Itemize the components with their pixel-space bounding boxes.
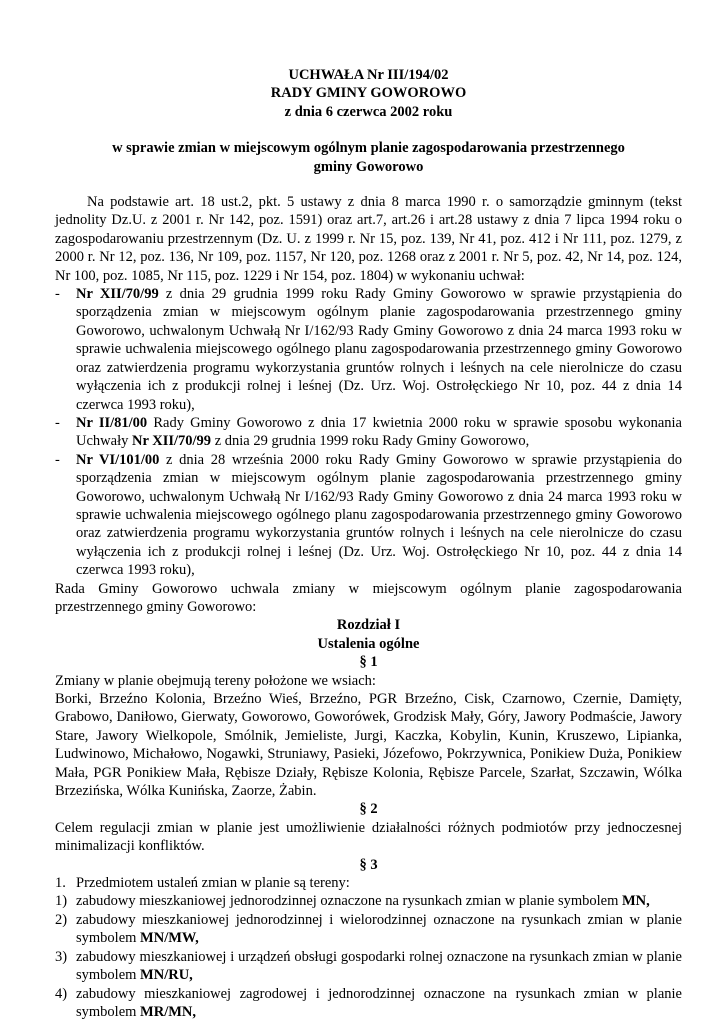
- section-2-heading: § 2: [359, 801, 378, 818]
- resolution-text-continued: z dnia 29 grudnia 1999 roku Rady Gminy Goworowo,: [211, 433, 530, 450]
- section-1-intro: Zmiany w planie obejmują tereny położone we wsiach:: [55, 672, 376, 689]
- land-use-item: [55, 892, 682, 910]
- section-1-heading: § 1: [359, 654, 378, 671]
- resolution-text: z dnia 29 grudnia 1999 roku Rady Gminy Goworowo w sprawie przystąpienia do sporządzenia zmian w miejscowym ogólnym planie zagospodarowania przestrzennego gminy Goworowo, uchwalonym Uchwałą Nr I/162/93 Rady Gminy Goworowo z dnia 24 marca 1993 roku w sprawie uchwalenia miejscowego ogólnego planu zagospodarowania przestrzennego gminy Goworowo oraz zatwierdzenia programu wykorzystania gruntów rolnych i leśnych na cele nierolnicze do czasu wyłączenia ich z produkcji rolnej i leśnej (Dz. Urz. Woj. Ostrołęckiego Nr 10, poz. 44 z dnia 14 czerwca 1993 roku),: [76, 286, 683, 413]
- list-marker: 4): [55, 985, 68, 1002]
- list-marker: -: [55, 451, 60, 468]
- village-list: Borki, Brzeźno Kolonia, Brzeźno Wieś, Brzeźno, PGR Brzeźno, Cisk, Czarnowo, Czernie, Damięty, Grabowo, Daniłowo, Gierwaty, Goworowo, Goworówek, Grodzisk Mały, Góry, Jawory Podmaście, Jawory Stare, Jawory Wielkopole, Smólnik, Jemieliste, Jurgi, Kaczka, Kobylin, Kunin, Kruszewo, Lipianka, Ludwinowo, Michałowo, Nogawki, Struniawy, Pasieki, Józefowo, Pokrzywnica, Ponikiew Duża, Ponikiew Mała, PGR Ponikiew Mała, Rębisze Działy, Rębisze Kolonia, Rębisze Parcele, Szarłat, Szczawin, Wólka Brzezińska, Wólka Kunińska, Zaorze, Żabin.: [55, 691, 682, 800]
- resolution-item: [55, 451, 682, 580]
- resolution-item: [55, 285, 682, 414]
- council-name: RADY GMINY GOWOROWO: [270, 85, 467, 102]
- land-use-item: [55, 911, 682, 948]
- list-marker: 3): [55, 948, 68, 965]
- land-use-symbol: MR/MN,: [140, 1003, 197, 1020]
- land-use-item: [55, 948, 682, 985]
- subject-line-1: w sprawie zmian w miejscowym ogólnym planie zagospodarowania przestrzennego: [112, 140, 625, 157]
- resolution-text: z dnia 28 września 2000 roku Rady Gminy Goworowo w sprawie przystąpienia do sporządzenia zmian w miejscowym ogólnym planie zagospodarowania przestrzennego gminy Goworowo, uchwalonym Uchwałą Nr I/162/93 Rady Gminy Goworowo z dnia 24 marca 1993 roku w sprawie uchwalenia miejscowego ogólnego planu zagospodarowania przestrzennego gminy Goworowo oraz zatwierdzenia programu wykorzystania gruntów rolnych i leśnych na cele nierolnicze do czasu wyłączenia ich z produkcji rolnej i leśnej (Dz. Urz. Woj. Ostrołęckiego Nr 10, poz. 44 z dnia 14 czerwca 1993 roku),: [76, 451, 682, 579]
- land-use-text: zabudowy mieszkaniowej jednorodzinnej oznaczone na rysunkach zmian w planie symbolem: [76, 893, 622, 910]
- list-marker: -: [55, 414, 60, 431]
- resolution-date: z dnia 6 czerwca 2002 roku: [284, 103, 453, 120]
- section-3-intro: [55, 874, 682, 892]
- resolution-item: [55, 414, 682, 451]
- resolution-reference: Nr XII/70/99: [131, 433, 212, 450]
- list-marker: -: [55, 286, 60, 303]
- resolution-number: Nr XII/70/99: [76, 286, 159, 303]
- resolution-number: Nr VI/101/00: [76, 451, 160, 468]
- resolution-number: Nr II/81/00: [76, 414, 148, 431]
- land-use-text: zabudowy mieszkaniowej zagrodowej i jednorodzinnej oznaczone na rysunkach zmian w planie symbolem: [76, 985, 682, 1020]
- land-use-text: zabudowy mieszkaniowej jednorodzinnej i wielorodzinnej oznaczone na rysunkach zmian w planie symbolem: [76, 911, 682, 947]
- land-use-symbol: MN,: [622, 893, 650, 910]
- chapter-title: Rozdział I: [336, 617, 401, 634]
- land-use-symbol: MN/MW,: [140, 930, 199, 947]
- document-page: [55, 66, 682, 1021]
- section-3-heading: § 3: [359, 856, 378, 873]
- enactment-clause: Rada Gminy Goworowo uchwala zmiany w miejscowym ogólnym planie zagospodarowania przestrzennego gminy Goworowo:: [55, 580, 682, 615]
- subject-line-2: gminy Goworowo: [313, 158, 424, 175]
- land-use-symbol: MN/RU,: [140, 967, 193, 984]
- list-marker: 1.: [55, 875, 66, 892]
- list-marker: 1): [55, 893, 68, 910]
- section-3-intro-text: Przedmiotem ustaleń zmian w planie są tereny:: [76, 875, 350, 892]
- land-use-item: [55, 985, 682, 1022]
- resolution-title: UCHWAŁA Nr III/194/02: [288, 67, 449, 83]
- chapter-subtitle: Ustalenia ogólne: [317, 635, 420, 652]
- resolution-text: Rady Gminy Goworowo z dnia 17 kwietnia 2000 roku w sprawie sposobu wykonania Uchwały: [76, 414, 682, 450]
- section-2-text: Celem regulacji zmian w planie jest umożliwienie działalności różnych podmiotów przy jednoczesnej minimalizacji konfliktów.: [55, 819, 682, 855]
- list-marker: 2): [55, 911, 68, 928]
- land-use-text: zabudowy mieszkaniowej i urządzeń obsługi gospodarki rolnej oznaczone na rysunkach zmian w planie symbolem: [76, 948, 682, 984]
- preamble: Na podstawie art. 18 ust.2, pkt. 5 ustawy z dnia 8 marca 1990 r. o samorządzie gminnym (tekst jednolity Dz.U. z 2001 r. Nr 142, poz. 1591) oraz art.7, art.26 i art.28 ustawy z dnia 7 lipca 1994 roku o zagospodarowaniu przestrzennym (Dz. U. z 1999 r. Nr 15, poz. 139, Nr 41, poz. 412 i Nr 111, poz. 1279, z 2000 r. Nr 12, poz. 136, Nr 109, poz. 1157, Nr 120, poz. 1268 oraz z 2001 r. Nr 5, poz. 42, Nr 14, poz. 124, Nr 100, poz. 1085, Nr 115, poz. 1229 i Nr 154, poz. 1804) w wykonaniu uchwał:: [55, 194, 682, 284]
